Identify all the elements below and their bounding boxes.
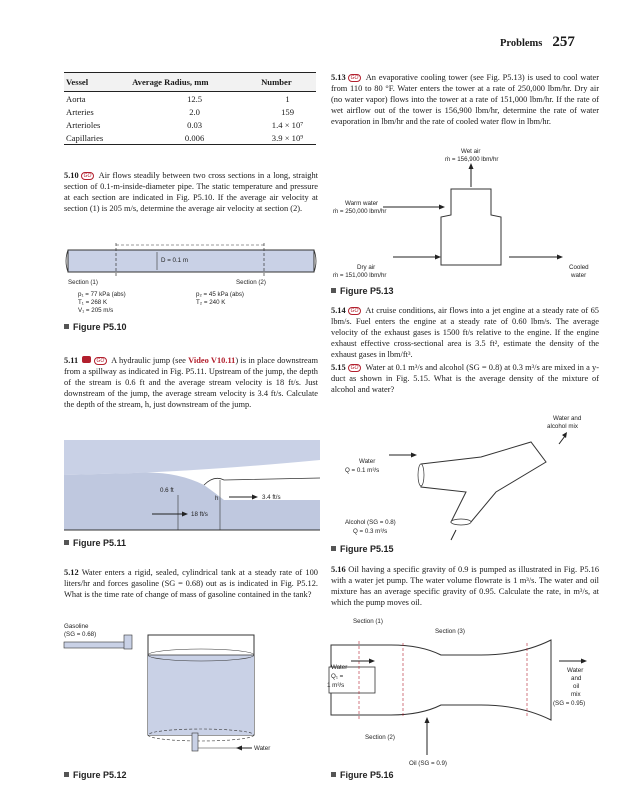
arrow-head-icon bbox=[469, 163, 474, 169]
page-number: 257 bbox=[552, 34, 575, 50]
mix-label: Water bbox=[567, 667, 584, 674]
problem-text: ) is in place downstream from a spillway as indicated in Fig. P5.11. Upstream of the jump, the depth of the stream is 0.6 ft and the average stream velocity is 18 ft/s. Just downstream of the jump, the average stream velocity is 3.4 ft/s. Calculate the depth of the stream, h, just downstream of the jump. bbox=[64, 356, 319, 409]
go-badge-icon: GO bbox=[348, 364, 362, 372]
table-cell: 1 bbox=[285, 93, 290, 104]
jump-surface bbox=[204, 478, 320, 485]
mix-oil-label: oil bbox=[573, 683, 580, 690]
water-inlet bbox=[418, 464, 424, 486]
arrow-head-icon bbox=[557, 255, 563, 260]
caption-square-icon bbox=[64, 772, 69, 777]
q1-rate: 1 m³/s bbox=[327, 682, 345, 689]
table-header: Vessel bbox=[64, 73, 130, 92]
depth-label: 0.6 ft bbox=[160, 487, 174, 494]
problem-5-10 bbox=[64, 170, 318, 214]
table-cell: 3.9 × 10⁹ bbox=[259, 131, 316, 145]
table-header: Average Radius, mm bbox=[130, 73, 259, 92]
section-2-label: Section (2) bbox=[365, 734, 395, 741]
arrow-head-icon bbox=[425, 717, 430, 723]
table-cell: 0.03 bbox=[187, 119, 203, 130]
video-link[interactable]: Video V10.11 bbox=[188, 356, 236, 365]
arrow-head-icon bbox=[236, 746, 242, 751]
water-stream bbox=[64, 473, 320, 531]
mix-sg-label: (SG = 0.95) bbox=[553, 700, 586, 707]
table-cell: Arterioles bbox=[66, 119, 101, 130]
t2-label: T₂ = 240 K bbox=[196, 299, 226, 306]
y-duct bbox=[421, 442, 546, 522]
figure-caption bbox=[331, 286, 394, 296]
problem-text: Air flows steadily between two cross sections in a long, straight section of 0.1-m-inside-diameter pipe. The static temperature and pressure at each section are indicated in Fig. P5.10. If the average air velocity at section (1) is 205 m/s, determine the average air velocity at section (2). bbox=[64, 171, 318, 213]
caption-text: Figure P5.11 bbox=[73, 538, 127, 548]
problem-text: Water enters a rigid, sealed, cylindrical tank at a steady rate of 100 liters/hr and forces gasoline (SG = 0.68) out as is indicated in Fig. P5.12. What is the time rate of change of mass of gasoline contained in the tank? bbox=[64, 568, 318, 599]
caption-square-icon bbox=[64, 540, 69, 545]
problem-number: 5.13 bbox=[331, 73, 346, 82]
wet-air-rate: ṁ = 156,900 lbm/hr bbox=[445, 156, 499, 163]
alcohol-arrow bbox=[451, 530, 456, 540]
upstream-velocity: 18 ft/s bbox=[191, 511, 208, 518]
alcohol-rate: Q = 0.3 m³/s bbox=[353, 528, 388, 535]
problem-5-15 bbox=[331, 362, 599, 395]
mix-and-label: and bbox=[571, 675, 582, 682]
oil-label: Oil (SG = 0.9) bbox=[409, 760, 447, 767]
table-cell: 1.4 × 10⁷ bbox=[271, 119, 304, 130]
caption-square-icon bbox=[331, 546, 336, 551]
gasoline-label: Gasoline bbox=[64, 623, 89, 630]
problem-number: 5.10 bbox=[64, 171, 79, 180]
problem-number: 5.14 bbox=[331, 306, 346, 315]
table-cell: 159 bbox=[281, 106, 294, 117]
table-header: Number bbox=[259, 73, 316, 92]
problem-5-11 bbox=[64, 355, 318, 410]
go-badge-icon: GO bbox=[348, 307, 362, 315]
arrow-head-icon bbox=[252, 495, 258, 500]
table-row bbox=[64, 131, 316, 145]
arrow-head-icon bbox=[411, 453, 417, 458]
mix-label-2: alcohol mix bbox=[547, 423, 578, 430]
problem-5-13 bbox=[331, 72, 599, 127]
caption-text: Figure P5.12 bbox=[73, 770, 127, 780]
section-1-label: Section (1) bbox=[68, 279, 98, 286]
figure-p5-16 bbox=[327, 615, 601, 770]
table-cell: 2.0 bbox=[189, 106, 200, 117]
problem-5-16 bbox=[331, 564, 599, 608]
caption-text: Figure P5.15 bbox=[340, 544, 394, 554]
table-cell: Aorta bbox=[66, 93, 86, 104]
problem-text: Water at 0.1 m³/s and alcohol (SG = 0.8) at 0.3 m³/s are mixed in a y-duct as shown in Fig. 5.15. What is the average density of the mixture of alcohol and water? bbox=[331, 363, 599, 394]
header-section: Problems bbox=[500, 38, 543, 49]
alcohol-label: Alcohol (SG = 0.8) bbox=[345, 519, 396, 526]
dry-air-label: Dry air bbox=[357, 264, 376, 271]
water-label: Water bbox=[254, 745, 271, 752]
q1-label: Q₁ = bbox=[331, 673, 344, 680]
figure-p5-10 bbox=[64, 240, 320, 320]
tower-body bbox=[441, 189, 501, 265]
figure-caption bbox=[64, 538, 126, 548]
figure-p5-15 bbox=[331, 412, 601, 542]
mix-arrow bbox=[559, 436, 565, 444]
problem-5-14 bbox=[331, 305, 599, 360]
caption-square-icon bbox=[64, 324, 69, 329]
caption-text: Figure P5.16 bbox=[340, 770, 394, 780]
figure-caption bbox=[331, 544, 394, 554]
p2-label: p₂ = 45 kPa (abs) bbox=[196, 291, 244, 298]
dry-air-rate: ṁ = 151,000 lbm/hr bbox=[333, 272, 387, 279]
cooled-water-label: water bbox=[571, 272, 587, 279]
table-cell: Arteries bbox=[66, 106, 94, 117]
go-badge-icon: GO bbox=[81, 172, 95, 180]
page-header bbox=[500, 34, 600, 51]
p1-label: p₁ = 77 kPa (abs) bbox=[78, 291, 126, 298]
warm-water-rate: ṁ = 250,000 lbm/hr bbox=[333, 208, 387, 215]
figure-p5-12 bbox=[64, 615, 320, 752]
problem-number: 5.12 bbox=[64, 568, 79, 577]
table-row bbox=[64, 92, 316, 106]
problem-text: An evaporative cooling tower (see Fig. P5.13) is used to cool water from 110 to 80 °F. Water enters the tower at a rate of 250,000 lbm/hr. Dry air (no water vapor) flows into the tower at a rate of 151,000 lbm/hr. If the rate of wet airflow out of the tower is 156,900 lbm/hr, determine the rate of water evaporation in lbm/hr and the rate of cooled water flow in lbm/hr. bbox=[331, 73, 599, 126]
table-cell: 0.006 bbox=[130, 131, 259, 145]
vessel-table bbox=[64, 72, 316, 145]
mix-mix-label: mix bbox=[571, 691, 581, 698]
pipe bbox=[68, 250, 314, 272]
caption-square-icon bbox=[331, 288, 336, 293]
caption-text: Figure P5.13 bbox=[340, 286, 394, 296]
table-row bbox=[64, 105, 316, 118]
t1-label: T₁ = 268 K bbox=[78, 299, 108, 306]
video-icon bbox=[82, 356, 91, 363]
table-cell: 12.5 bbox=[187, 93, 203, 104]
figure-p5-11 bbox=[64, 440, 320, 535]
mix-label: Water and bbox=[553, 415, 582, 422]
problem-text: At cruise conditions, air flows into a jet engine at a steady rate of 65 lbm/s. Fuel enters the engine at a steady rate of 0.60 lbm/s. The average velocity of the exhaust gases is 1500 ft/s relative to the engine. If the engine exhaust effective cross-sectional area is 3.5 ft², estimate the density of the exhaust gases in lbm/ft³. bbox=[331, 306, 599, 359]
go-badge-icon: GO bbox=[348, 74, 362, 82]
figure-p5-13 bbox=[331, 145, 601, 285]
problem-number: 5.15 bbox=[331, 363, 346, 372]
outlet-elbow bbox=[124, 635, 132, 649]
section-2-label: Section (2) bbox=[236, 279, 266, 286]
figure-caption bbox=[64, 770, 127, 780]
water-rate: Q = 0.1 m³/s bbox=[345, 467, 380, 474]
v1-label: V₁ = 205 m/s bbox=[78, 307, 114, 314]
arrow-head-icon bbox=[435, 255, 441, 260]
caption-square-icon bbox=[331, 772, 336, 777]
figure-caption bbox=[331, 770, 394, 780]
water-label: Water bbox=[359, 458, 376, 465]
problem-5-12 bbox=[64, 567, 318, 600]
arrow-head-icon bbox=[581, 659, 587, 664]
section-1-label: Section (1) bbox=[353, 618, 383, 625]
section-3-label: Section (3) bbox=[435, 628, 465, 635]
gasoline-sg-label: (SG = 0.68) bbox=[64, 631, 97, 638]
arrow-head-icon bbox=[439, 205, 445, 210]
alcohol-inlet bbox=[451, 519, 471, 525]
problem-text: A hydraulic jump (see bbox=[111, 356, 189, 365]
table-row bbox=[64, 118, 316, 131]
water-label: Water bbox=[331, 664, 348, 671]
warm-water-label: Warm water bbox=[345, 200, 379, 207]
caption-text: Figure P5.10 bbox=[73, 322, 127, 332]
cooled-label: Cooled bbox=[569, 264, 589, 271]
downstream-velocity: 3.4 ft/s bbox=[262, 494, 281, 501]
h-label: h bbox=[215, 495, 219, 502]
sky-region bbox=[64, 440, 320, 475]
outlet-pipe bbox=[64, 642, 126, 648]
table-header-row bbox=[64, 73, 316, 92]
problem-number: 5.16 bbox=[331, 565, 346, 574]
diameter-label: D = 0.1 m bbox=[161, 257, 188, 264]
go-badge-icon: GO bbox=[94, 357, 108, 365]
tank-fluid bbox=[148, 655, 254, 735]
table-cell: Capillaries bbox=[64, 131, 130, 145]
inlet-pipe bbox=[192, 733, 198, 751]
wet-air-label: Wet air bbox=[461, 148, 481, 155]
problem-text: Oil having a specific gravity of 0.9 is pumped as illustrated in Fig. P5.16 with a water jet pump. The water volume flowrate is 1 m³/s. The water and oil mixture has an average specific gravity of 0.95. Calculate the rate, in m³/s, at which the pump moves oil. bbox=[331, 565, 600, 607]
figure-caption bbox=[64, 322, 127, 332]
problem-number: 5.11 bbox=[64, 356, 79, 365]
